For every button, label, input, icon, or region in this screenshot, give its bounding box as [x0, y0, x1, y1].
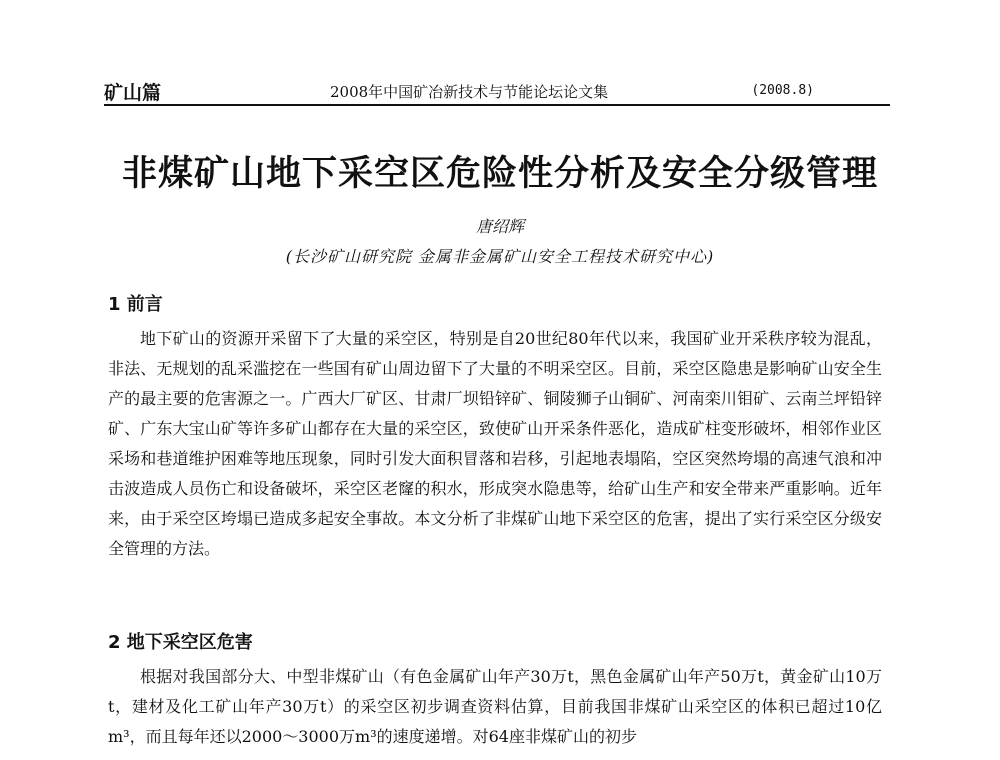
section-paragraph-hazards: 根据对我国部分大、中型非煤矿山（有色金属矿山年产30万t，黑色金属矿山年产50万t，黄金矿山10万t，建材及化工矿山年产30万t）的采空区初步调查资料估算，目前我国非煤矿山采空区的体积已超过10亿m³，而且每年还以2000～3000万m³的速度递增。对64座非煤矿山的初步: [108, 667, 882, 746]
author-name: 唐绍辉: [475, 217, 524, 236]
section-paragraph-intro: 地下矿山的资源开采留下了大量的采空区，特别是自20世纪80年代以来，我国矿业开采秩序较为混乱，非法、无规划的乱采滥挖在一些国有矿山周边留下了大量的不明采空区。目前，采空区隐患是影响矿山安全生产的最主要的危害源之一。广西大厂矿区、甘肃厂坝铅锌矿、铜陵狮子山铜矿、河南栾川钼矿、云南兰坪铅锌矿、广东大宝山矿等许多矿山都存在大量的采空区，致使矿山开采条件恶化，造成矿柱变形破坏，相邻作业区采场和巷道维护困难等地压现象，同时引发大面积冒落和岩移，引起地表塌陷，空区突然垮塌的高速气浪和冲击波造成人员伤亡和设备破坏，采空区老窿的积水，形成突水隐患等，给矿山生产和安全带来严重影响。近年来，由于采空区垮塌已造成多起安全事故。本文分析了非煤矿山地下采空区的危害，提出了实行采空区分级安全管理的方法。: [108, 329, 882, 558]
header-journal-title: 2008年中国矿冶新技术与节能论坛论文集: [330, 83, 609, 101]
header-date: (2008.8): [751, 83, 814, 98]
header-section-label: 矿山篇: [104, 82, 162, 104]
running-header: [104, 74, 890, 106]
author-affiliation: (长沙矿山研究院 金属非金属矿山安全工程技术研究中心): [285, 247, 715, 266]
section-heading-intro: 1 前言: [108, 294, 163, 315]
section-heading-hazards: 2 地下采空区危害: [108, 632, 253, 653]
paper-title: 非煤矿山地下采空区危险性分析及安全分级管理: [121, 154, 878, 194]
